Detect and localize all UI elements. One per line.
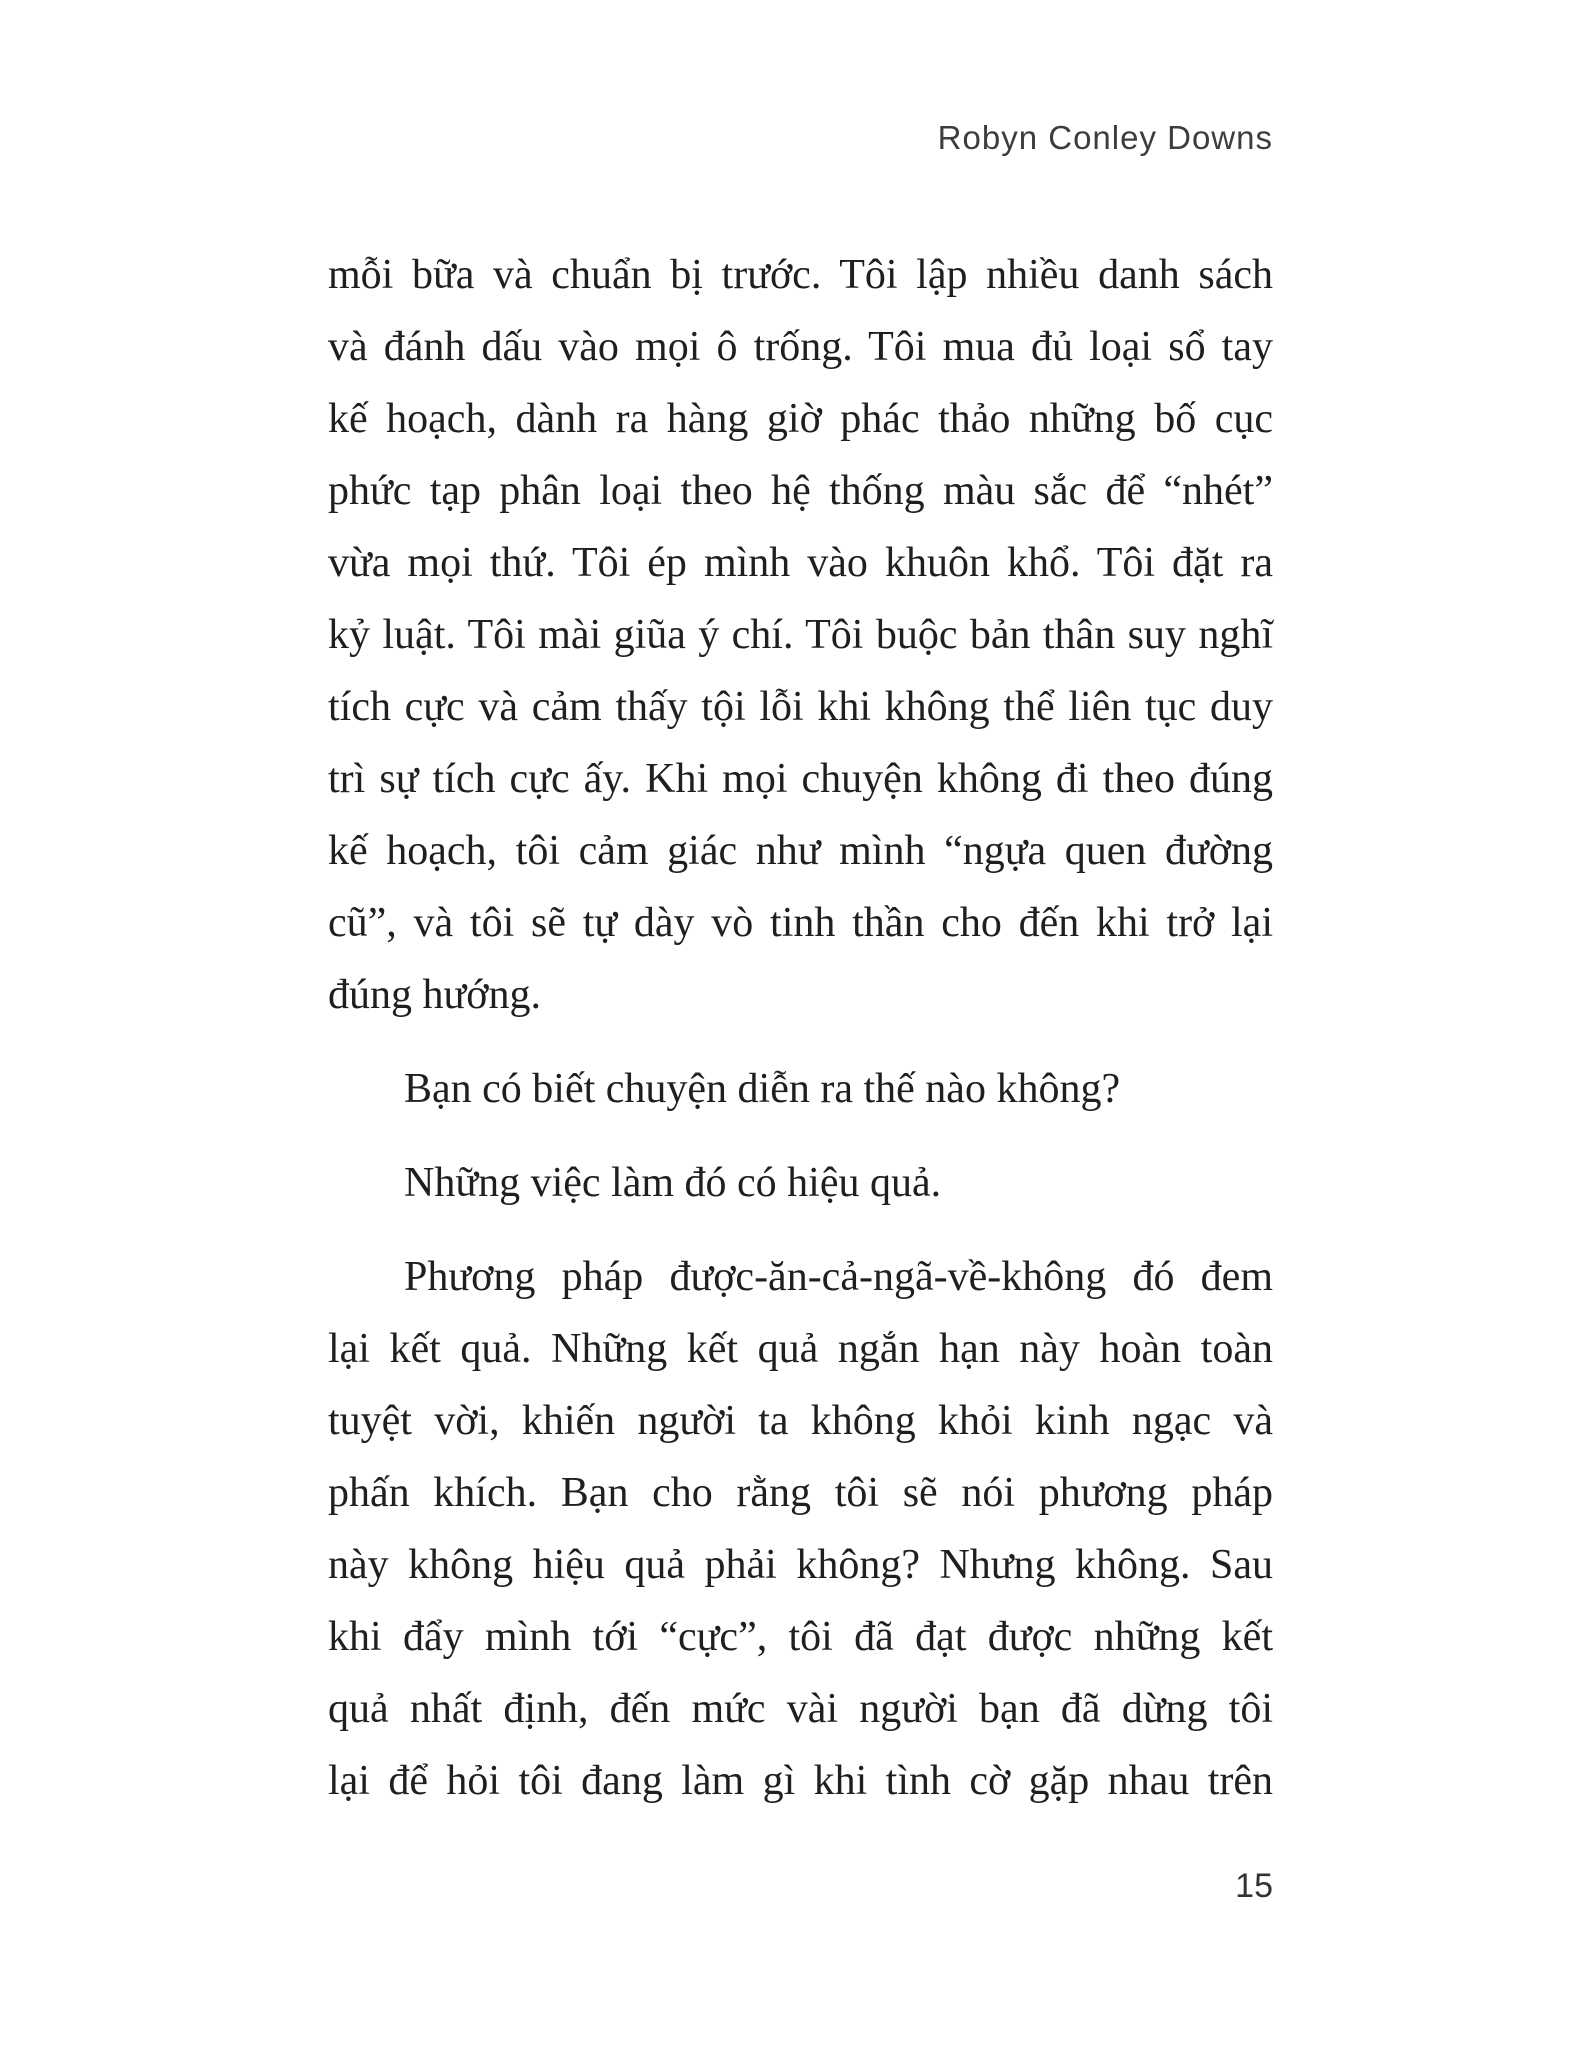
text-line: tuyệt vời, khiến người ta không khỏi kinh ngạc và [328,1398,1273,1444]
text-line: đúng hướng. [328,972,541,1018]
text-line: trì sự tích cực ấy. Khi mọi chuyện không đi theo đúng [328,756,1273,802]
running-header: Robyn Conley Downs [937,119,1273,156]
text-line: cũ”, và tôi sẽ tự dày vò tinh thần cho đến khi trở lại [328,900,1273,946]
text-line: mỗi bữa và chuẩn bị trước. Tôi lập nhiều danh sách [328,252,1273,298]
text-line: lại kết quả. Những kết quả ngắn hạn này hoàn toàn [328,1326,1273,1372]
text-line: này không hiệu quả phải không? Nhưng không. Sau [328,1542,1273,1588]
text-line: Bạn có biết chuyện diễn ra thế nào không? [404,1066,1121,1112]
paragraph [328,1147,1273,1219]
paragraph [328,1053,1273,1125]
text-line: Phương pháp được-ăn-cả-ngã-về-không đó đem [404,1254,1273,1300]
page-number: 15 [1235,1867,1273,1905]
text-line: phấn khích. Bạn cho rằng tôi sẽ nói phương pháp [328,1470,1273,1516]
text-line: phức tạp phân loại theo hệ thống màu sắc để “nhét” [328,468,1273,514]
text-line: kế hoạch, dành ra hàng giờ phác thảo những bố cục [328,396,1273,442]
text-line: lại để hỏi tôi đang làm gì khi tình cờ gặp nhau trên [328,1758,1273,1804]
text-line: kỷ luật. Tôi mài giũa ý chí. Tôi buộc bản thân suy nghĩ [328,612,1273,658]
text-line: và đánh dấu vào mọi ô trống. Tôi mua đủ loại sổ tay [328,324,1273,370]
text-line: kế hoạch, tôi cảm giác như mình “ngựa quen đường [328,828,1273,874]
body-text [328,239,1273,1817]
text-line: Những việc làm đó có hiệu quả. [404,1160,942,1206]
text-line: quả nhất định, đến mức vài người bạn đã dừng tôi [328,1686,1273,1732]
text-line: khi đẩy mình tới “cực”, tôi đã đạt được những kết [328,1614,1273,1660]
text-line: tích cực và cảm thấy tội lỗi khi không thể liên tục duy [328,684,1273,730]
paragraph [328,239,1273,1031]
text-line: vừa mọi thứ. Tôi ép mình vào khuôn khổ. Tôi đặt ra [328,540,1273,586]
paragraph [328,1241,1273,1817]
